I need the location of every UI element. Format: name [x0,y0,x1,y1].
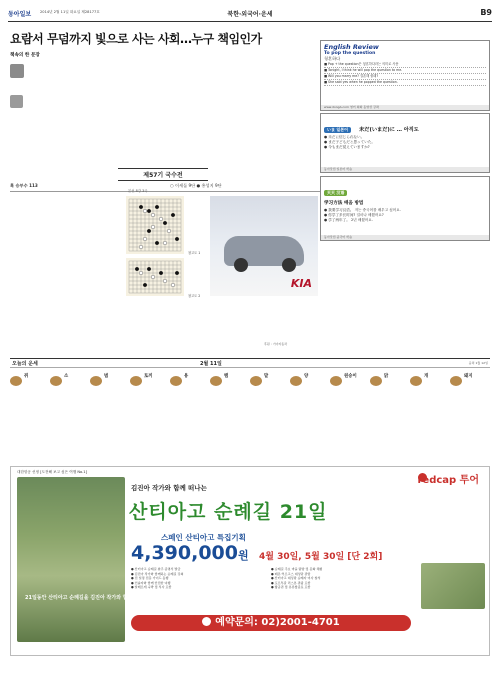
baduk-meta [10,182,320,192]
japanese-lesson-box [320,113,490,173]
black-stone [155,241,159,245]
japanese-footer-link[interactable]: 동아닷컴 일본어 학습 [321,167,489,172]
japanese-bullet: ● まだ子どもだと思っていた。 [324,140,375,144]
horoscope-sign [90,371,130,451]
english-line: ■ She said yes when he popped the question. [324,80,486,86]
black-stone [147,229,151,233]
newspaper-logo: 동아일보 [8,11,32,18]
ad-title: 산티아고 순례길 21일 [129,501,328,523]
horoscope-sign [450,371,490,451]
horoscope-sign [250,371,290,451]
horoscope-sign [130,371,170,451]
ad-price [131,542,249,564]
kia-caption: 후원 : 기아자동차 [264,342,288,346]
black-stone [147,209,151,213]
board-caption: 참고도 1 [188,251,201,255]
ad-feature: ● 인솔자와 함께 안전한 여행 [131,580,171,585]
zodiac-animal-icon [370,376,382,386]
zodiac-name: 원숭이 [344,374,357,379]
english-line: ■ Pop + the question은 청혼하다라는 의미로 사용 [324,62,486,68]
ad-feature: ● 산티아고 순례길 완주 증명서 발급 [131,567,181,571]
ad-feature: ● 포르투갈 리스본 관광 포함 [271,580,311,585]
ad-top-note: 대한항공 선정 [도전해 보고 싶은 여행 No.1] [17,470,87,474]
section-title: 북한·외국어·운세 [227,11,273,18]
japanese-bullets [324,135,486,150]
zodiac-name: 범 [104,374,109,379]
ad-feature: ● 알베르게 숙박 및 식사 포함 [131,585,172,590]
ad-features-right [271,567,421,590]
pilgrimage-photo [17,477,125,642]
author-photo-image [10,95,23,108]
zodiac-name: 양 [304,374,309,379]
chinese-lesson-box [320,176,490,241]
zodiac-animal-icon [450,376,462,386]
horoscope-sign [10,371,50,451]
white-stone [163,279,167,283]
photo-caption: 21일동안 산티아고 순례길을 김진아 작가와 함께! [25,595,135,601]
baduk-round: 본선 8강 3국 [128,189,148,193]
issue-date: 2014년 2월 11일 화요일 제28177호 [40,10,100,14]
black-stone [175,271,179,275]
white-stone [151,275,155,279]
chinese-bullet: ● 学了两年了。 2년 배웠어요. [324,218,373,222]
zodiac-name: 용 [184,374,189,379]
english-line: ■ Will you marry me? 결혼해 줄래? [324,74,486,80]
zodiac-animal-icon [250,376,262,386]
ad-tagline: 김진아 작가와 함께 떠나는 [131,484,207,492]
zodiac-name: 개 [424,374,429,379]
kia-logo: KIA [290,277,312,290]
english-phrase: To pop the question [324,51,376,56]
horoscope-sign [210,371,250,451]
masthead [8,8,492,22]
chinese-title: 学习方法 배움 방법 [324,201,364,206]
japanese-bullet: ● 未だに信じられない。 [324,135,365,139]
book-kicker: 책속의 한 문장 [10,53,40,58]
black-stone [147,267,151,271]
english-lines [324,62,486,86]
ad-features-left [131,567,266,590]
black-stone [163,221,167,225]
horoscope-header [10,358,490,368]
horoscope-sign [410,371,450,451]
zodiac-name: 토끼 [144,374,153,379]
black-stone [155,205,159,209]
baduk-move-label: 흑 승부수 113 [10,183,38,188]
phone-icon [202,617,211,626]
price-unit: 원 [237,549,249,562]
chinese-bullet: ● 我要学习汉语。 저는 중국어를 배우고 싶어요. [324,208,401,212]
zodiac-animal-icon [210,376,222,386]
black-stone [171,213,175,217]
english-review-title: English Review [324,43,379,51]
reservation-phone-button[interactable]: 예약문의: 02)2001-4701 [131,615,411,631]
horoscope-sign [50,371,90,451]
zodiac-name: 쥐 [24,374,29,379]
zodiac-name: 소 [64,374,69,379]
zodiac-animal-icon [90,376,102,386]
ad-feature: ● 순례길 주요 마을 탐방 및 문화 체험 [271,567,323,571]
white-stone [151,225,155,229]
white-stone [167,229,171,233]
black-stone [175,237,179,241]
chinese-footer-link[interactable]: 동아닷컴 중국어 학습 [321,235,489,240]
black-stone [143,283,147,287]
redcap-brand: redcap 투어 [417,475,479,486]
wheel-shape [234,258,248,272]
horoscope-sign [290,371,330,451]
white-stone [139,271,143,275]
ad-feature: ● 김진아 작가와 함께하는 순례길 강의 [131,571,184,576]
wheel-shape [282,258,296,272]
black-stone [135,267,139,271]
zodiac-name: 말 [264,374,269,379]
chinese-bullets [324,208,486,223]
ad-feature: ● 레온·부르고스 대성당 관람 [271,571,311,576]
go-board-diagram-reference [126,258,184,296]
zodiac-animal-icon [10,376,22,386]
english-footer-link[interactable]: www.dongA.com 영어 회화 동영상 강좌 [321,105,489,110]
white-stone [151,213,155,217]
ad-feature: ● 전 일정 전문 가이드 동행 [131,576,169,581]
english-line: ■ Tonight, I think he will pop the question to me. [324,68,486,74]
horoscope-title: 오늘의 운세 [12,361,38,367]
english-review-box [320,40,490,111]
book-cover-image [10,64,24,78]
white-stone [171,283,175,287]
baduk-title: 제57기 국수전 [118,168,208,181]
white-stone [143,209,147,213]
horoscope-sign [330,371,370,451]
white-stone [139,245,143,249]
zodiac-animal-icon [170,376,182,386]
ad-feature: ● 산티아고 대성당 순례자 미사 참석 [271,576,321,581]
english-phrase-meaning: 청혼하다 [324,56,341,61]
ad-departure-dates: 4월 30일, 5월 30일 [단 2회] [259,552,383,562]
zodiac-animal-icon [410,376,422,386]
landscape-photo [421,563,485,609]
black-stone [139,205,143,209]
white-stone [163,241,167,245]
baduk-players: ○ 이세돌 9단 ● 홍성지 9단 [170,183,222,188]
horoscope-lunar-date: 음력 1월 12일 [468,361,488,365]
japanese-bullet: ● 今もまだ覚えていますか? [324,145,370,149]
horoscope-sign [370,371,410,451]
japanese-title: 未だ(いまだ)に … 아직도 [359,127,419,133]
reserve-label: 예약문의 [215,617,254,628]
go-board-diagram [126,196,184,254]
price-value: 4,390,000 [131,542,238,564]
zodiac-name: 닭 [384,374,389,379]
ad-feature: ● 항공권 및 유류할증료 포함 [271,585,311,590]
kia-advertisement[interactable] [210,196,318,296]
zodiac-animal-icon [330,376,342,386]
japanese-tag: いま 일본어 [324,127,351,133]
zodiac-name: 돼지 [464,374,473,379]
white-stone [143,237,147,241]
zodiac-name: 뱀 [224,374,229,379]
horoscope-date: 2월 11일 [200,361,222,367]
white-stone [159,217,163,221]
zodiac-animal-icon [130,376,142,386]
reserve-phone: 02)2001-4701 [261,617,340,628]
horoscope-sign [170,371,210,451]
zodiac-animal-icon [50,376,62,386]
travel-advertisement[interactable] [10,466,490,656]
black-stone [159,271,163,275]
zodiac-animal-icon [290,376,302,386]
board-caption: 참고도 2 [188,294,201,298]
chinese-bullet: ● 你学了多长时间? 얼마나 배웠어요? [324,213,384,217]
article-headline: 요람서 무덤까지 빛으로 사는 사회…누구 책임인가 [10,32,262,46]
chinese-tag: 天天 汉语 [324,190,347,196]
page-number: B9 [480,8,492,17]
ad-special: 스페인 산티아고 특집기획 [161,533,246,542]
